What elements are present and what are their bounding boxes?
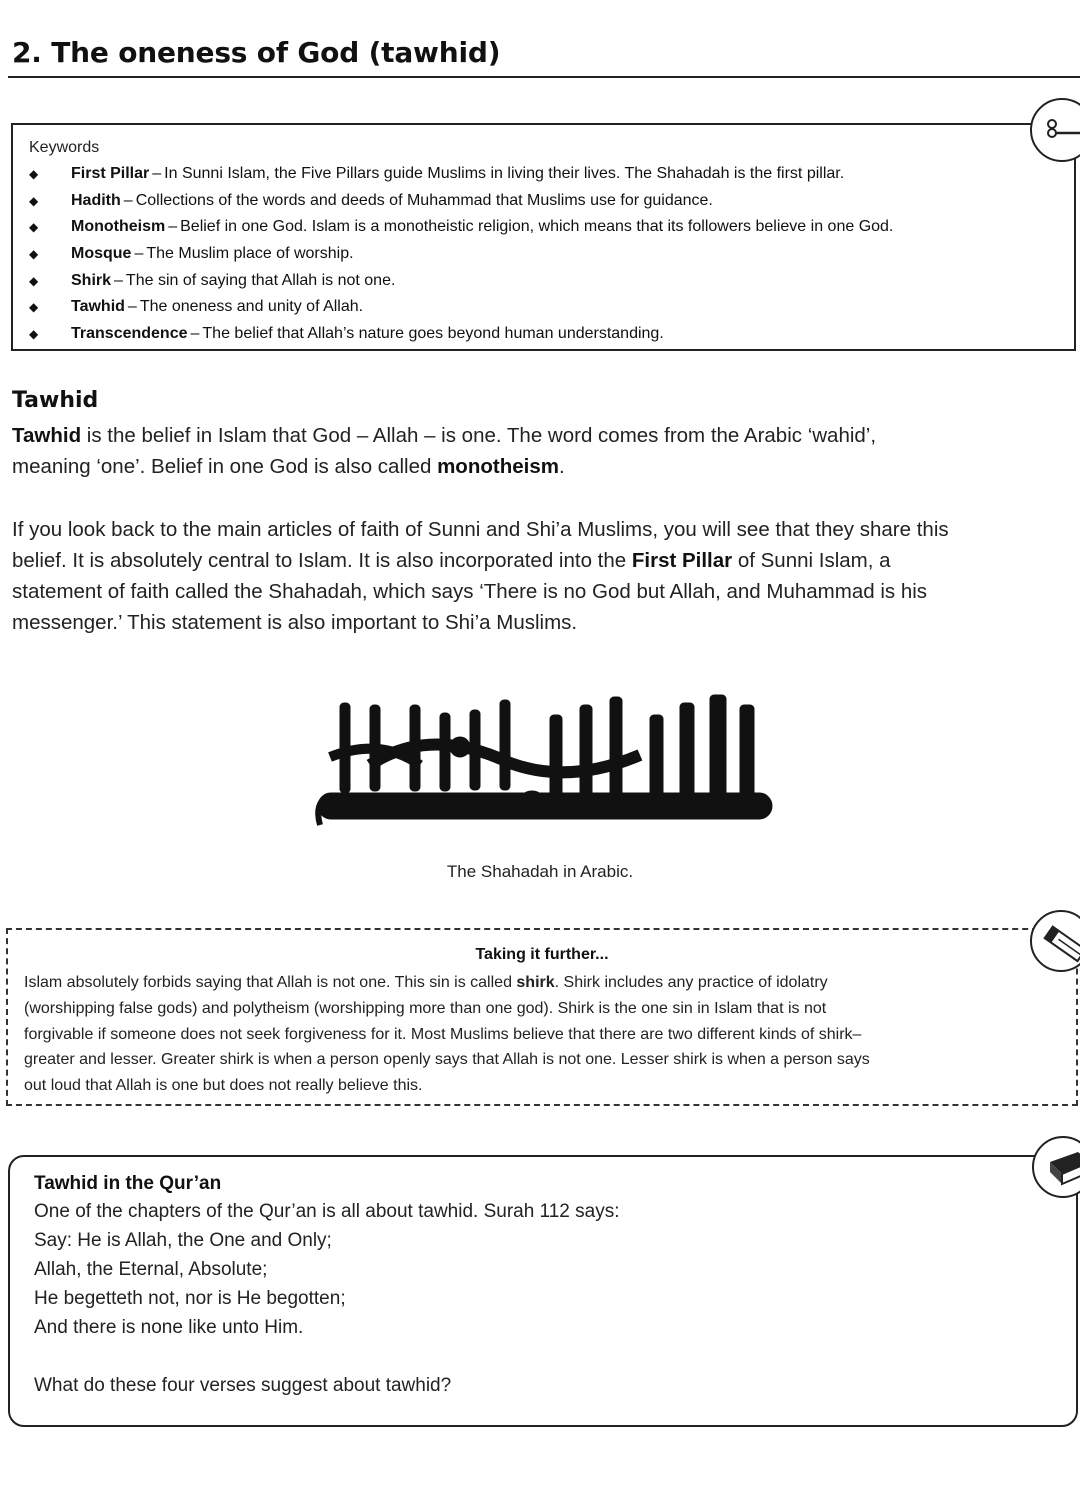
- keyword-term: Hadith: [71, 191, 121, 209]
- book-icon-graphic: [1034, 1138, 1080, 1196]
- keyword-definition: The sin of saying that Allah is not one.: [125, 271, 396, 289]
- book-icon: [1032, 1136, 1080, 1198]
- term-shirk: shirk: [516, 974, 555, 991]
- keyword-definition: Collections of the words and deeds of Muhammad that Muslims use for guidance.: [135, 191, 713, 209]
- keyword-separator: –: [190, 324, 200, 342]
- keyword-separator: –: [127, 298, 137, 316]
- paragraph-line: statement of faith called the Shahadah, which says ‘There is no God but Allah, and Muhammad is his: [12, 580, 928, 603]
- keyword-item: [29, 241, 893, 268]
- further-line: out loud that Allah is one but does not really believe this.: [24, 1077, 423, 1095]
- keyword-item: [29, 267, 893, 294]
- keyword-separator: –: [168, 218, 178, 236]
- bullet-icon: ◆: [29, 247, 39, 262]
- keyword-separator: –: [123, 191, 133, 209]
- further-body: [24, 970, 1054, 1099]
- quran-verse: Allah, the Eternal, Absolute;: [34, 1259, 268, 1280]
- title-divider: [8, 76, 1080, 78]
- quran-box: [8, 1155, 1078, 1427]
- keyword-definition: Belief in one God. Islam is a monotheistic religion, which means that its followers believe in one God.: [180, 218, 894, 236]
- tawhid-paragraph-2: [12, 514, 949, 638]
- keyword-term: Shirk: [71, 271, 112, 289]
- keyword-definition: The Muslim place of worship.: [146, 245, 354, 263]
- paragraph-line: [12, 451, 876, 482]
- paragraph-line: If you look back to the main articles of faith of Sunni and Shi’a Muslims, you will see that they share this: [12, 518, 949, 541]
- bullet-icon: ◆: [29, 193, 39, 208]
- quran-verse: Say: He is Allah, the One and Only;: [34, 1230, 332, 1251]
- bullet-icon: ◆: [29, 273, 39, 288]
- keyword-definition: The oneness and unity of Allah.: [139, 298, 364, 316]
- keyword-separator: –: [152, 165, 162, 183]
- paragraph-line: [12, 545, 949, 576]
- further-line: greater and lesser. Greater shirk is when a person openly says that Allah is not one. Lesser shirk is when a person says: [24, 1051, 870, 1069]
- bullet-icon: ◆: [29, 220, 39, 235]
- term-first-pillar: First Pillar: [631, 549, 733, 572]
- paragraph-line: messenger.’ This statement is also important to Shi’a Muslims.: [12, 611, 578, 634]
- further-line: (worshipping false gods) and polytheism (worshipping more than one god). Shirk is the one sin in Islam that is not: [24, 999, 827, 1017]
- text-span: . Shirk includes any practice of idolatry: [554, 974, 828, 991]
- shahadah-calligraphy-image: [310, 685, 780, 845]
- quran-question: What do these four verses suggest about tawhid?: [34, 1375, 452, 1396]
- text-span: is the belief in Islam that God – Allah – is one. The word comes from the Arabic ‘wahid’,: [81, 424, 877, 447]
- keyword-separator: –: [134, 245, 144, 263]
- keyword-term: Tawhid: [71, 298, 125, 316]
- keyword-definition: The belief that Allah’s nature goes beyond human understanding.: [202, 324, 664, 342]
- bullet-icon: ◆: [29, 300, 39, 315]
- keyword-item: [29, 321, 893, 348]
- further-line: [24, 970, 1054, 996]
- text-span: meaning ‘one’. Belief in one God is also called: [12, 455, 438, 478]
- page-title: 2. The oneness of God (tawhid): [12, 36, 501, 69]
- keyword-term: First Pillar: [71, 165, 150, 183]
- keyword-item: [29, 214, 893, 241]
- keyword-item: [29, 161, 893, 188]
- term-tawhid: Tawhid: [12, 424, 82, 447]
- keyword-definition: In Sunni Islam, the Five Pillars guide Muslims in living their lives. The Shahadah is the first pillar.: [164, 165, 845, 183]
- tawhid-paragraph-1: [12, 420, 876, 482]
- text-span: belief. It is absolutely central to Islam. It is also incorporated into the: [12, 549, 632, 572]
- bullet-icon: ◆: [29, 326, 39, 341]
- pencil-icon: [1030, 910, 1080, 972]
- section-heading: Tawhid: [12, 388, 99, 413]
- quran-verse: And there is none like unto Him.: [34, 1317, 304, 1338]
- quran-verse: He begetteth not, nor is He begotten;: [34, 1288, 346, 1309]
- keywords-list: [29, 161, 893, 347]
- text-span: .: [558, 455, 565, 478]
- paragraph-line: [12, 420, 876, 451]
- text-span: Islam absolutely forbids saying that Allah is not one. This sin is called: [24, 974, 517, 991]
- further-line: forgivable if someone does not seek forgiveness for it. Most Muslims believe that there are two different kinds of shirk–: [24, 1025, 862, 1043]
- key-icon-graphic: [1032, 100, 1080, 160]
- further-heading: Taking it further...: [475, 946, 609, 963]
- taking-it-further-box: [6, 928, 1078, 1106]
- keyword-term: Transcendence: [71, 324, 188, 342]
- keyword-term: Mosque: [71, 245, 132, 263]
- keywords-box: [11, 123, 1076, 351]
- keyword-term: Monotheism: [71, 218, 166, 236]
- figure-caption: The Shahadah in Arabic.: [446, 862, 634, 881]
- text-span: of Sunni Islam, a: [732, 549, 891, 572]
- term-monotheism: monotheism: [437, 455, 559, 478]
- keyword-item: [29, 294, 893, 321]
- quran-heading: Tawhid in the Qur’an: [34, 1173, 222, 1194]
- bullet-icon: ◆: [29, 167, 39, 182]
- pencil-icon-graphic: [1032, 912, 1080, 970]
- keyword-separator: –: [114, 271, 123, 289]
- keywords-heading: Keywords: [29, 139, 100, 156]
- keyword-item: [29, 188, 893, 215]
- key-icon: [1030, 98, 1080, 162]
- quran-intro: One of the chapters of the Qur’an is all about tawhid. Surah 112 says:: [34, 1201, 620, 1222]
